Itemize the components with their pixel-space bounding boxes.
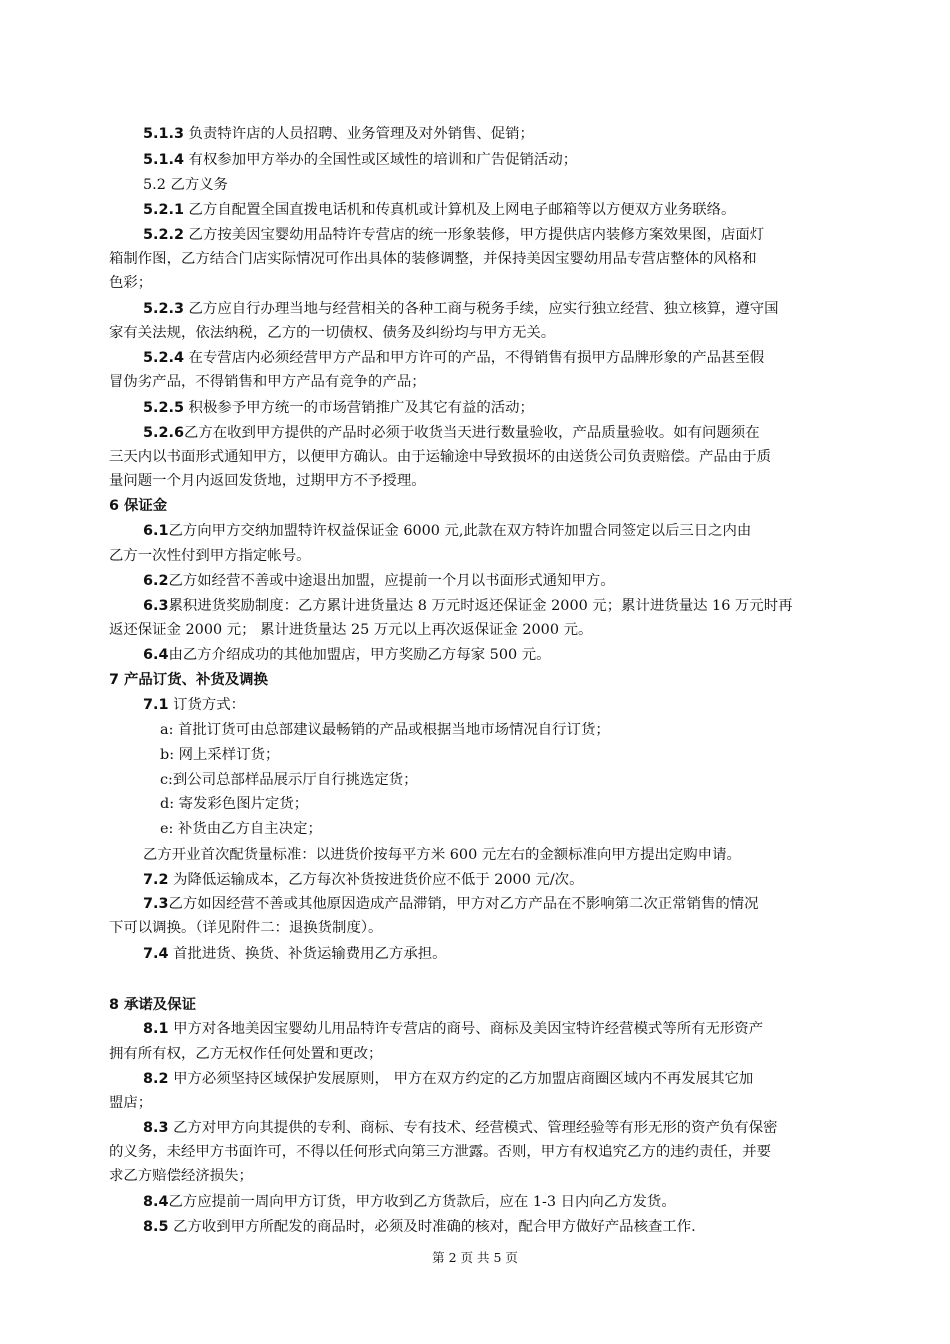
order-method-e: e: 补货由乙方自主决定；: [160, 821, 322, 837]
initial-stock-standard: 乙方开业首次配货量标准：以进货价按每平方米 600 元左右的金额标准向甲方提出定购申请。: [143, 847, 741, 863]
order-method-a: a: 首批订货可由总部建议最畅销的产品或根据当地市场情况自行订货；: [160, 722, 610, 738]
clause-5-1-3: 5.1.3 负责特许店的人员招聘、业务管理及对外销售、促销；: [143, 126, 534, 142]
clause-6-4: 6.4由乙方介绍成功的其他加盟店，甲方奖励乙方每家 500 元。: [143, 647, 551, 663]
clause-8-2-cont: 盟店；: [109, 1095, 153, 1111]
clause-6-2: 6.2乙方如经营不善或中途退出加盟，应提前一个月以书面形式通知甲方。: [143, 573, 615, 589]
clause-7-3: 7.3乙方如因经营不善或其他原因造成产品滞销，甲方对乙方产品在不影响第二次正常销售的情况: [143, 896, 759, 912]
clause-5-2-6-cont-1: 三天内以书面形式通知甲方，以便甲方确认。由于运输途中导致损坏的由送货公司负责赔偿。产品由于质: [109, 449, 771, 465]
clause-6-1-cont: 乙方一次性付到甲方指定帐号。: [109, 548, 311, 564]
order-method-d: d: 寄发彩色图片定货；: [160, 796, 309, 812]
clause-5-2-2: 5.2.2 乙方按美因宝婴幼用品特许专营店的统一形象装修，甲方提供店内装修方案效果图，店面灯: [143, 227, 765, 243]
section-7-heading: 7 产品订货、补货及调换: [109, 672, 268, 688]
clause-5-2-3: 5.2.3 乙方应自行办理当地与经营相关的各种工商与税务手续，应实行独立经营、独立核算，遵守国: [143, 301, 779, 317]
section-8-heading: 8 承诺及保证: [109, 997, 196, 1013]
order-method-b: b: 网上采样订货；: [160, 747, 280, 763]
subsection-5-2-title: 5.2 乙方义务: [143, 177, 229, 193]
clause-5-2-6-cont-2: 量问题一个月内返回发货地，过期甲方不予授理。: [109, 473, 426, 489]
section-6-heading: 6 保证金: [109, 498, 168, 514]
clause-5-2-6: 5.2.6乙方在收到甲方提供的产品时必须于收货当天进行数量验收，产品质量验收。如有问题须在: [143, 425, 760, 441]
clause-6-1: 6.1乙方向甲方交纳加盟特许权益保证金 6000 元,此款在双方特许加盟合同签定以后三日之内由: [143, 523, 752, 539]
clause-8-3-cont-2: 求乙方赔偿经济损失；: [109, 1168, 253, 1184]
clause-5-2-4-cont: 冒伪劣产品，不得销售和甲方产品有竞争的产品；: [109, 374, 426, 390]
clause-8-2: 8.2 甲方必须坚持区域保护发展原则， 甲方在双方约定的乙方加盟店商圈区域内不再发展其它加: [143, 1071, 754, 1087]
clause-6-3-cont: 返还保证金 2000 元； 累计进货量达 25 万元以上再次返保证金 2000 元。: [109, 622, 593, 638]
clause-8-1: 8.1 甲方对各地美因宝婴幼儿用品特许专营店的商号、商标及美因宝特许经营模式等所有无形资产: [143, 1021, 764, 1037]
order-method-c: c:到公司总部样品展示厅自行挑选定货；: [160, 772, 418, 788]
clause-5-2-2-cont-2: 色彩；: [109, 275, 153, 291]
clause-8-3: 8.3 乙方对甲方向其提供的专利、商标、专有技术、经营模式、管理经验等有形无形的资产负有保密: [143, 1120, 778, 1136]
clause-7-4: 7.4 首批进货、换货、补货运输费用乙方承担。: [143, 946, 447, 962]
clause-7-3-cont: 下可以调换。（详见附件二：退换货制度）。: [109, 920, 383, 936]
clause-6-3: 6.3累积进货奖励制度：乙方累计进货量达 8 万元时返还保证金 2000 元；累计进货量达 16 万元时再: [143, 598, 793, 614]
clause-7-1: 7.1 订货方式：: [143, 697, 246, 713]
clause-8-4: 8.4乙方应提前一周向甲方订货，甲方收到乙方货款后，应在 1-3 日内向乙方发货。: [143, 1194, 676, 1210]
clause-8-3-cont-1: 的义务，未经甲方书面许可，不得以任何形式向第三方泄露。否则，甲方有权追究乙方的违约责任，并要: [109, 1144, 771, 1160]
clause-5-1-4: 5.1.4 有权参加甲方举办的全国性或区域性的培训和广告促销活动；: [143, 152, 578, 168]
clause-8-1-cont: 拥有所有权，乙方无权作任何处置和更改；: [109, 1046, 383, 1062]
clause-5-2-1: 5.2.1 乙方自配置全国直拨电话机和传真机或计算机及上网电子邮箱等以方便双方业务联络。: [143, 202, 736, 218]
clause-8-5: 8.5 乙方收到甲方所配发的商品时，必须及时准确的核对，配合甲方做好产品核查工作.: [143, 1219, 696, 1235]
clause-7-2: 7.2 为降低运输成本，乙方每次补货按进货价应不低于 2000 元/次。: [143, 872, 584, 888]
clause-5-2-2-cont-1: 箱制作图，乙方结合门店实际情况可作出具体的装修调整，并保持美因宝婴幼用品专营店整体的风格和: [109, 251, 757, 267]
clause-5-2-3-cont: 家有关法规，依法纳税，乙方的一切债权、债务及纠纷均与甲方无关。: [109, 325, 556, 341]
clause-5-2-5: 5.2.5 积极参予甲方统一的市场营销推广及其它有益的活动；: [143, 400, 534, 416]
page-footer: 第 2 页 共 5 页: [432, 1250, 518, 1265]
clause-5-2-4: 5.2.4 在专营店内必须经营甲方产品和甲方许可的产品，不得销售有损甲方品牌形象的产品甚至假: [143, 350, 765, 366]
